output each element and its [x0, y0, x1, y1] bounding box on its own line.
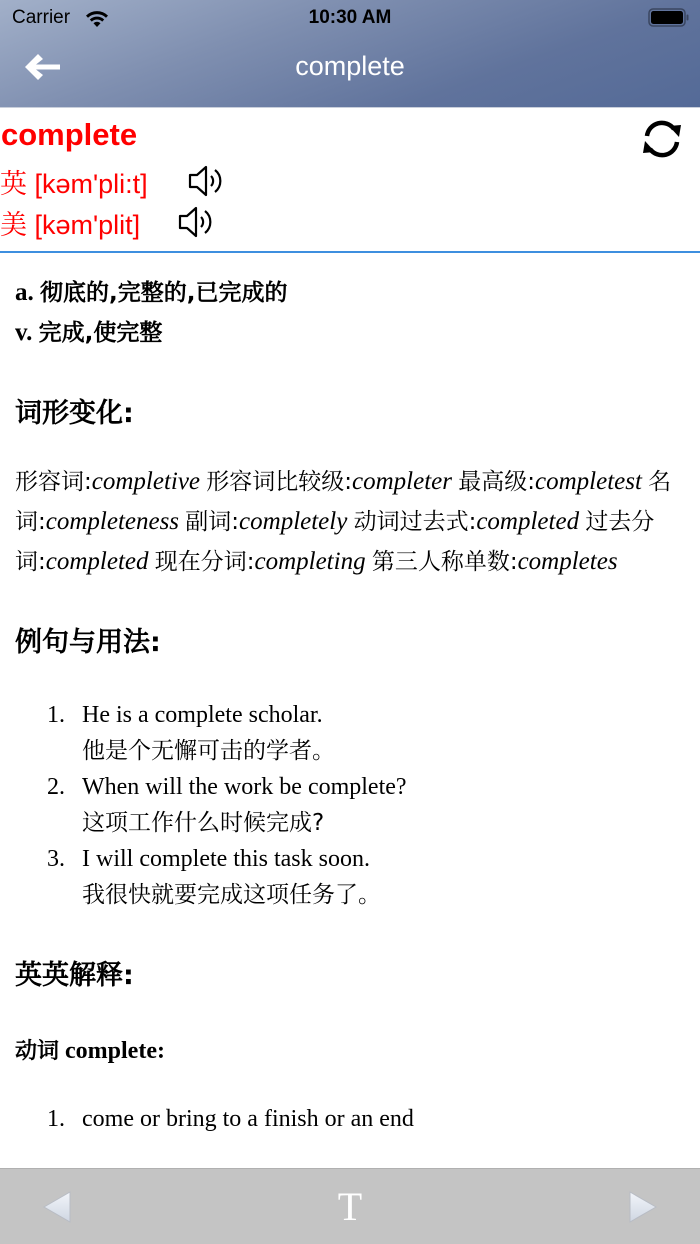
example-chinese: 我很快就要完成这项任务了。 [82, 882, 381, 908]
speaker-icon[interactable] [186, 164, 224, 198]
form-label: 第三人称单数: [371, 549, 518, 575]
next-button[interactable] [626, 1189, 660, 1225]
example-english: He is a complete scholar. [82, 702, 323, 728]
section-title-english-defs: 英英解释: [15, 960, 134, 991]
example-english: When will the work be complete? [82, 774, 407, 800]
form-label: 过去分词: [15, 509, 655, 575]
form-value: completed [476, 508, 580, 535]
section-title-word-forms: 词形变化: [15, 398, 134, 429]
definitions [15, 273, 685, 353]
header [0, 0, 700, 108]
form-label: 形容词: [15, 469, 92, 495]
carrier-label: Carrier [12, 7, 71, 28]
bottom-toolbar [0, 1168, 700, 1244]
word-forms [15, 462, 685, 582]
nav-bar [0, 36, 700, 108]
english-defs-subhead [15, 1034, 685, 1065]
previous-button[interactable] [40, 1189, 74, 1225]
page-title: complete [295, 51, 405, 81]
definition-content[interactable] [15, 253, 685, 1168]
example-chinese: 这项工作什么时候完成? [82, 810, 325, 836]
definition-item [15, 273, 685, 313]
example-number: 3. [47, 846, 65, 872]
form-label: 副词: [185, 509, 240, 535]
example-list [47, 697, 685, 913]
definition-item [15, 313, 685, 353]
phonetic-uk: 英 [kəm'pli:t] [0, 168, 148, 199]
font-size-button[interactable]: T [337, 1184, 363, 1229]
form-value: completer [352, 468, 452, 495]
pronunciation-us [0, 204, 214, 240]
form-label: 形容词比较级: [206, 469, 353, 495]
part-of-speech: a. [15, 279, 34, 306]
subhead-word: complete: [65, 1038, 165, 1064]
phonetic-us: 美 [kəm'plit] [0, 209, 141, 240]
speaker-icon[interactable] [176, 205, 214, 239]
example-english: I will complete this task soon. [82, 846, 370, 872]
form-value: completest [535, 468, 642, 495]
example-item [47, 769, 685, 841]
refresh-button[interactable] [639, 118, 685, 160]
definition-meaning: 完成,使完整 [38, 320, 163, 346]
triangle-left-icon [44, 1192, 70, 1222]
form-value: completely [239, 508, 348, 535]
form-value: completing [254, 548, 366, 575]
status-bar [0, 0, 700, 36]
example-item [47, 697, 685, 769]
definition-meaning: 彻底的,完整的,已完成的 [40, 280, 288, 306]
form-label: 最高级: [458, 469, 535, 495]
part-of-speech: v. [15, 319, 33, 346]
english-def-list [47, 1101, 685, 1137]
section-title-examples: 例句与用法: [15, 627, 161, 658]
form-label: 名词: [15, 469, 672, 535]
def-text: come or bring to a finish or an end [82, 1106, 414, 1132]
pronunciation-uk [0, 163, 224, 199]
form-value: completeness [45, 508, 180, 535]
example-chinese: 他是个无懈可击的学者。 [82, 738, 335, 764]
subhead-pos: 动词 [15, 1039, 60, 1064]
battery-icon [648, 8, 690, 27]
example-item [47, 841, 685, 913]
example-number: 1. [47, 702, 65, 728]
form-value: completed [45, 548, 149, 575]
def-number: 1. [47, 1106, 65, 1132]
form-value: completes [517, 548, 618, 575]
english-def-item [47, 1101, 685, 1137]
triangle-right-icon [630, 1192, 656, 1222]
form-value: completive [91, 468, 201, 495]
form-label: 现在分词: [154, 549, 255, 575]
form-label: 动词过去式: [353, 509, 477, 535]
word-panel [0, 108, 700, 253]
clock: 10:30 AM [308, 7, 392, 28]
headword: complete [1, 117, 138, 152]
example-number: 2. [47, 774, 65, 800]
